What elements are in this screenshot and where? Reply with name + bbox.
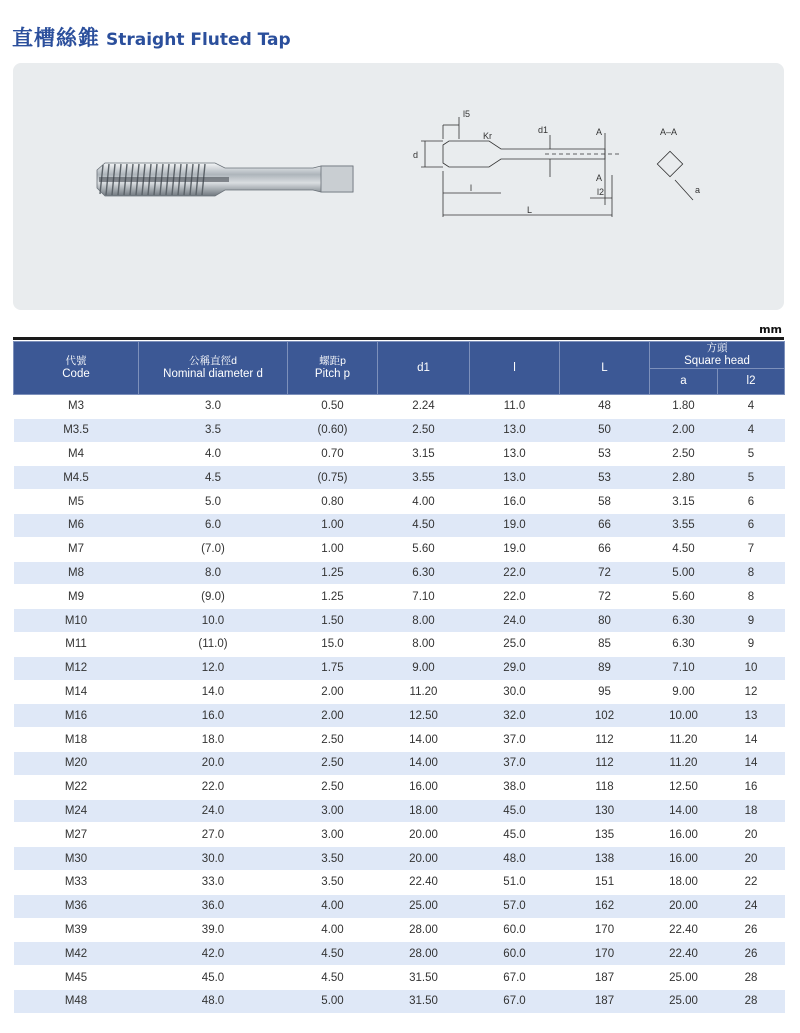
cell-d1: 9.00: [378, 656, 470, 680]
cell-pitch: 2.50: [288, 775, 378, 799]
cell-d1: 18.00: [378, 799, 470, 823]
cell-pitch: 1.50: [288, 609, 378, 633]
cell-L: 50: [560, 418, 650, 442]
cell-L: 138: [560, 847, 650, 871]
cell-L: 89: [560, 656, 650, 680]
cell-d1: 6.30: [378, 561, 470, 585]
cell-l: 13.0: [470, 442, 560, 466]
cell-l: 22.0: [470, 561, 560, 585]
cell-code: M10: [14, 609, 139, 633]
cell-nominal-diameter: 30.0: [139, 847, 288, 871]
cell-code: M12: [14, 656, 139, 680]
cell-l: 60.0: [470, 918, 560, 942]
cell-d1: 20.00: [378, 823, 470, 847]
cell-pitch: 1.00: [288, 513, 378, 537]
table-row: [14, 847, 785, 871]
cell-L: 66: [560, 537, 650, 561]
cell-l: 13.0: [470, 466, 560, 490]
cell-L: 118: [560, 775, 650, 799]
cell-pitch: 15.0: [288, 632, 378, 656]
cell-l2: 9: [718, 632, 785, 656]
cell-nominal-diameter: 8.0: [139, 561, 288, 585]
cell-code: M22: [14, 775, 139, 799]
cell-l: 37.0: [470, 728, 560, 752]
cell-d1: 8.00: [378, 632, 470, 656]
label-a: a: [695, 185, 701, 195]
label-L: L: [527, 205, 533, 215]
cell-l2: 5: [718, 442, 785, 466]
cell-nominal-diameter: (11.0): [139, 632, 288, 656]
cell-L: 53: [560, 442, 650, 466]
header-d1: d1: [378, 342, 470, 395]
cell-l2: 6: [718, 513, 785, 537]
cell-code: M42: [14, 942, 139, 966]
cell-pitch: 0.80: [288, 490, 378, 514]
cell-code: M4.5: [14, 466, 139, 490]
table-row: [14, 680, 785, 704]
cell-code: M24: [14, 799, 139, 823]
cell-d1: 4.00: [378, 490, 470, 514]
cell-l2: 8: [718, 585, 785, 609]
table-row: [14, 609, 785, 633]
cell-nominal-diameter: 18.0: [139, 728, 288, 752]
cell-nominal-diameter: (7.0): [139, 537, 288, 561]
cell-d1: 25.00: [378, 894, 470, 918]
cell-l2: 14: [718, 728, 785, 752]
cell-l2: 24: [718, 894, 785, 918]
cell-pitch: 2.00: [288, 704, 378, 728]
cell-L: 58: [560, 490, 650, 514]
cell-code: M3.5: [14, 418, 139, 442]
cell-code: M11: [14, 632, 139, 656]
cell-l2: 20: [718, 823, 785, 847]
cell-d1: 28.00: [378, 942, 470, 966]
cell-nominal-diameter: 24.0: [139, 799, 288, 823]
cell-l: 24.0: [470, 609, 560, 633]
cell-nominal-diameter: 12.0: [139, 656, 288, 680]
cell-a: 2.80: [650, 466, 718, 490]
cell-l2: 26: [718, 942, 785, 966]
cell-l2: 10: [718, 656, 785, 680]
cell-l: 19.0: [470, 537, 560, 561]
cell-l2: 26: [718, 918, 785, 942]
cell-pitch: 0.70: [288, 442, 378, 466]
cell-a: 9.00: [650, 680, 718, 704]
cell-l: 37.0: [470, 751, 560, 775]
cell-a: 16.00: [650, 847, 718, 871]
table-row: [14, 442, 785, 466]
cell-l2: 22: [718, 870, 785, 894]
cell-l2: 18: [718, 799, 785, 823]
cell-pitch: 3.50: [288, 870, 378, 894]
cell-pitch: 4.50: [288, 966, 378, 990]
page-title: [12, 22, 291, 52]
cell-a: 22.40: [650, 942, 718, 966]
cell-pitch: 1.00: [288, 537, 378, 561]
straight-fluted-tap-photo: [95, 160, 355, 200]
cell-a: 5.60: [650, 585, 718, 609]
cell-l: 22.0: [470, 585, 560, 609]
cell-nominal-diameter: 3.5: [139, 418, 288, 442]
label-section: A–A: [660, 127, 678, 137]
divider: [13, 337, 784, 340]
header-nominal-diameter: 公稱直徑d Nominal diameter d: [139, 342, 288, 395]
cell-l: 48.0: [470, 847, 560, 871]
table-row: [14, 585, 785, 609]
cell-pitch: 2.50: [288, 751, 378, 775]
cell-l2: 28: [718, 966, 785, 990]
cell-code: M20: [14, 751, 139, 775]
spec-table: [13, 341, 785, 1014]
cell-a: 2.50: [650, 442, 718, 466]
cell-pitch: 5.00: [288, 989, 378, 1013]
cell-l2: 12: [718, 680, 785, 704]
cell-l: 51.0: [470, 870, 560, 894]
cell-a: 6.30: [650, 609, 718, 633]
cell-l: 45.0: [470, 823, 560, 847]
cell-l: 60.0: [470, 942, 560, 966]
table-row: [14, 704, 785, 728]
table-row: [14, 966, 785, 990]
cell-a: 14.00: [650, 799, 718, 823]
cell-d1: 2.24: [378, 395, 470, 419]
cell-a: 4.50: [650, 537, 718, 561]
cell-nominal-diameter: 33.0: [139, 870, 288, 894]
cell-d1: 4.50: [378, 513, 470, 537]
cell-L: 72: [560, 561, 650, 585]
cell-l: 67.0: [470, 966, 560, 990]
tap-dimension-drawing: [405, 105, 725, 230]
cell-code: M33: [14, 870, 139, 894]
cell-d1: 14.00: [378, 751, 470, 775]
cell-L: 130: [560, 799, 650, 823]
title-chinese: 直槽絲錐: [12, 26, 100, 50]
table-row: [14, 537, 785, 561]
cell-l2: 20: [718, 847, 785, 871]
table-row: [14, 751, 785, 775]
cell-l2: 14: [718, 751, 785, 775]
label-l2: l2: [597, 187, 605, 197]
cell-l2: 9: [718, 609, 785, 633]
cell-nominal-diameter: 22.0: [139, 775, 288, 799]
cell-a: 22.40: [650, 918, 718, 942]
table-row: [14, 894, 785, 918]
cell-code: M18: [14, 728, 139, 752]
cell-code: M45: [14, 966, 139, 990]
cell-nominal-diameter: 20.0: [139, 751, 288, 775]
title-english: Straight Fluted Tap: [106, 30, 291, 50]
cell-pitch: 1.25: [288, 561, 378, 585]
cell-nominal-diameter: 5.0: [139, 490, 288, 514]
cell-d1: 12.50: [378, 704, 470, 728]
cell-a: 25.00: [650, 989, 718, 1013]
cell-code: M27: [14, 823, 139, 847]
cell-L: 53: [560, 466, 650, 490]
cell-d1: 28.00: [378, 918, 470, 942]
cell-nominal-diameter: 4.5: [139, 466, 288, 490]
cell-l2: 16: [718, 775, 785, 799]
cell-d1: 16.00: [378, 775, 470, 799]
header-L: L: [560, 342, 650, 395]
cell-code: M48: [14, 989, 139, 1013]
table-row: [14, 823, 785, 847]
cell-pitch: 2.00: [288, 680, 378, 704]
cell-nominal-diameter: 42.0: [139, 942, 288, 966]
header-l: l: [470, 342, 560, 395]
table-row: [14, 632, 785, 656]
cell-a: 1.80: [650, 395, 718, 419]
cell-a: 16.00: [650, 823, 718, 847]
cell-pitch: 3.50: [288, 847, 378, 871]
cell-L: 102: [560, 704, 650, 728]
cell-code: M9: [14, 585, 139, 609]
cell-code: M30: [14, 847, 139, 871]
cell-L: 151: [560, 870, 650, 894]
cell-code: M36: [14, 894, 139, 918]
cell-l: 32.0: [470, 704, 560, 728]
cell-l: 30.0: [470, 680, 560, 704]
cell-code: M14: [14, 680, 139, 704]
cell-a: 3.55: [650, 513, 718, 537]
cell-d1: 14.00: [378, 728, 470, 752]
cell-pitch: 1.25: [288, 585, 378, 609]
cell-L: 135: [560, 823, 650, 847]
table-row: [14, 466, 785, 490]
cell-code: M6: [14, 513, 139, 537]
cell-code: M16: [14, 704, 139, 728]
cell-code: M4: [14, 442, 139, 466]
cell-d1: 20.00: [378, 847, 470, 871]
cell-a: 6.30: [650, 632, 718, 656]
cell-d1: 22.40: [378, 870, 470, 894]
cell-l: 16.0: [470, 490, 560, 514]
spec-table-body: [14, 395, 785, 1014]
cell-L: 112: [560, 728, 650, 752]
table-row: [14, 942, 785, 966]
cell-code: M3: [14, 395, 139, 419]
cell-nominal-diameter: 14.0: [139, 680, 288, 704]
label-a-mark-lower: A: [596, 173, 603, 183]
cell-l2: 28: [718, 989, 785, 1013]
label-l5: l5: [463, 109, 471, 119]
cell-pitch: 4.50: [288, 942, 378, 966]
cell-a: 18.00: [650, 870, 718, 894]
table-row: [14, 918, 785, 942]
cell-l: 29.0: [470, 656, 560, 680]
cell-a: 3.15: [650, 490, 718, 514]
cell-d1: 11.20: [378, 680, 470, 704]
cell-L: 72: [560, 585, 650, 609]
cell-d1: 2.50: [378, 418, 470, 442]
cell-a: 11.20: [650, 751, 718, 775]
cell-pitch: 4.00: [288, 894, 378, 918]
unit-label: mm: [759, 323, 782, 336]
header-square-head: 方頭 Square head: [650, 342, 785, 369]
cell-nominal-diameter: 6.0: [139, 513, 288, 537]
cell-d1: 8.00: [378, 609, 470, 633]
cell-pitch: 3.00: [288, 799, 378, 823]
cell-code: M8: [14, 561, 139, 585]
cell-L: 95: [560, 680, 650, 704]
cell-l: 25.0: [470, 632, 560, 656]
cell-pitch: (0.75): [288, 466, 378, 490]
cell-l: 13.0: [470, 418, 560, 442]
cell-nominal-diameter: 10.0: [139, 609, 288, 633]
cell-l: 67.0: [470, 989, 560, 1013]
table-row: [14, 561, 785, 585]
cell-l: 45.0: [470, 799, 560, 823]
cell-nominal-diameter: 45.0: [139, 966, 288, 990]
cell-nominal-diameter: 3.0: [139, 395, 288, 419]
table-row: [14, 395, 785, 419]
cell-nominal-diameter: 4.0: [139, 442, 288, 466]
cell-pitch: 1.75: [288, 656, 378, 680]
cell-l2: 7: [718, 537, 785, 561]
cell-pitch: 4.00: [288, 918, 378, 942]
header-a: a: [650, 369, 718, 395]
cell-code: M7: [14, 537, 139, 561]
cell-nominal-diameter: 36.0: [139, 894, 288, 918]
label-d1: d1: [538, 125, 549, 135]
cell-l2: 6: [718, 490, 785, 514]
cell-L: 162: [560, 894, 650, 918]
cell-d1: 31.50: [378, 966, 470, 990]
cell-L: 170: [560, 918, 650, 942]
header-code: 代號 Code: [14, 342, 139, 395]
cell-l2: 4: [718, 395, 785, 419]
cell-l2: 8: [718, 561, 785, 585]
cell-a: 7.10: [650, 656, 718, 680]
cell-l2: 13: [718, 704, 785, 728]
cell-L: 66: [560, 513, 650, 537]
cell-d1: 7.10: [378, 585, 470, 609]
cell-d1: 31.50: [378, 989, 470, 1013]
cell-L: 112: [560, 751, 650, 775]
table-row: [14, 799, 785, 823]
cell-a: 11.20: [650, 728, 718, 752]
cell-nominal-diameter: 39.0: [139, 918, 288, 942]
cell-a: 2.00: [650, 418, 718, 442]
header-l2: l2: [718, 369, 785, 395]
cell-l2: 4: [718, 418, 785, 442]
cell-nominal-diameter: 16.0: [139, 704, 288, 728]
cell-code: M39: [14, 918, 139, 942]
header-pitch: 螺距p Pitch p: [288, 342, 378, 395]
cell-pitch: 0.50: [288, 395, 378, 419]
label-kr: Kr: [483, 131, 492, 141]
cell-l2: 5: [718, 466, 785, 490]
cell-d1: 3.55: [378, 466, 470, 490]
cell-l: 19.0: [470, 513, 560, 537]
cell-d1: 5.60: [378, 537, 470, 561]
table-row: [14, 656, 785, 680]
cell-l: 57.0: [470, 894, 560, 918]
table-row: [14, 870, 785, 894]
cell-a: 20.00: [650, 894, 718, 918]
cell-a: 12.50: [650, 775, 718, 799]
table-row: [14, 490, 785, 514]
cell-code: M5: [14, 490, 139, 514]
table-row: [14, 513, 785, 537]
cell-L: 187: [560, 966, 650, 990]
cell-nominal-diameter: 48.0: [139, 989, 288, 1013]
cell-nominal-diameter: 27.0: [139, 823, 288, 847]
cell-a: 10.00: [650, 704, 718, 728]
cell-nominal-diameter: (9.0): [139, 585, 288, 609]
cell-pitch: 2.50: [288, 728, 378, 752]
label-a-mark: A: [596, 127, 603, 137]
label-d: d: [413, 150, 419, 160]
table-row: [14, 728, 785, 752]
table-row: [14, 775, 785, 799]
label-l: l: [470, 183, 472, 193]
table-row: [14, 989, 785, 1013]
cell-pitch: (0.60): [288, 418, 378, 442]
cell-L: 187: [560, 989, 650, 1013]
cell-L: 80: [560, 609, 650, 633]
cell-l: 38.0: [470, 775, 560, 799]
table-row: [14, 418, 785, 442]
cell-l: 11.0: [470, 395, 560, 419]
cell-L: 85: [560, 632, 650, 656]
cell-a: 25.00: [650, 966, 718, 990]
cell-pitch: 3.00: [288, 823, 378, 847]
cell-d1: 3.15: [378, 442, 470, 466]
cell-L: 48: [560, 395, 650, 419]
cell-a: 5.00: [650, 561, 718, 585]
cell-L: 170: [560, 942, 650, 966]
